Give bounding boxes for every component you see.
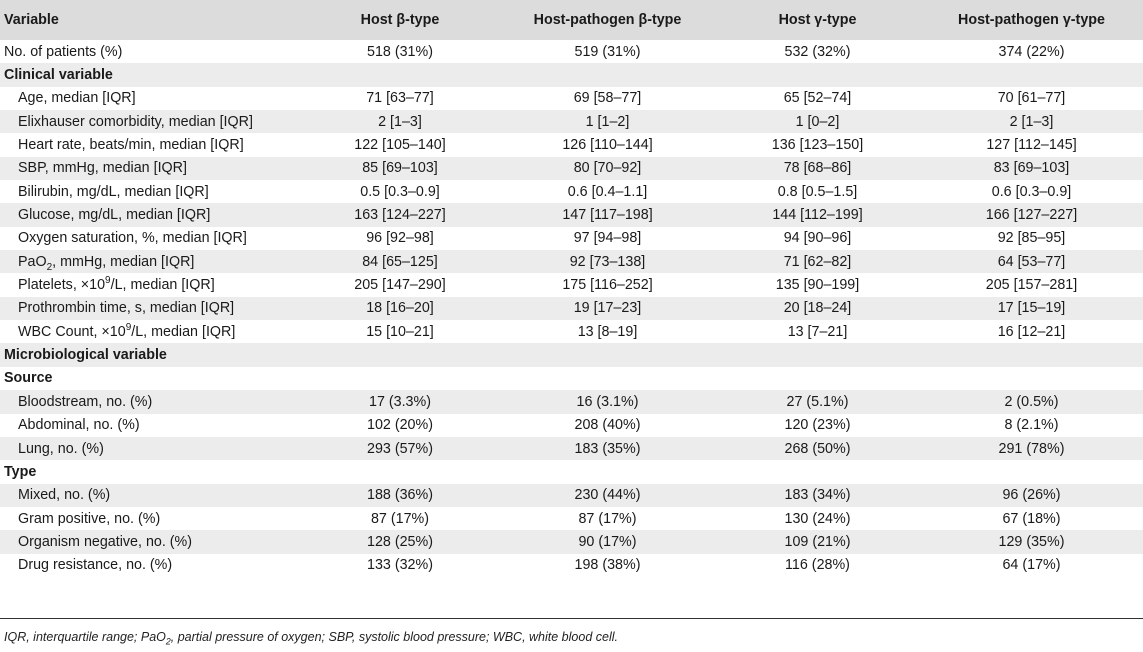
row-label: SBP, mmHg, median [IQR] [18, 160, 187, 177]
cell: 188 (36%) [367, 487, 433, 504]
cell: 69 [58–77] [573, 90, 642, 107]
cell: 198 (38%) [574, 557, 641, 574]
table-footnote: IQR, interquartile range; PaO$_2$, partial pressure of oxygen; SBP, systolic blood pressure; WBC, white blood cell. [4, 630, 618, 647]
section-label: Type [4, 463, 37, 480]
table-row [0, 227, 1143, 250]
cell: 519 (31%) [574, 43, 641, 60]
cell: 67 (18%) [1002, 510, 1061, 527]
cell: 92 [85–95] [997, 230, 1066, 247]
cell: 97 [94–98] [573, 230, 642, 247]
row-label: Lung, no. (%) [18, 440, 104, 457]
table-row [0, 133, 1143, 156]
cell: 13 [8–19] [577, 323, 638, 340]
table-row [0, 507, 1143, 530]
cell: 2 [1–3] [378, 113, 422, 130]
cell: 230 (44%) [574, 487, 641, 504]
cell: 65 [52–74] [783, 90, 852, 107]
row-label: WBC Count, $\times 10^9/L$, median [IQR] [18, 322, 236, 340]
header-host-beta: Host β-type [360, 12, 440, 28]
cell: 127 [112–145] [986, 137, 1077, 154]
cell: 78 [68–86] [783, 160, 852, 177]
row-label: No. of patients (%) [4, 43, 123, 60]
cell: 70 [61–77] [997, 90, 1066, 107]
row-label: Oxygen saturation, %, median [IQR] [18, 230, 247, 247]
section-row [0, 367, 1143, 390]
row-label: PaO$_2$, mmHg, median [IQR] [18, 253, 195, 273]
cell: 129 (35%) [998, 533, 1065, 550]
table-row [0, 414, 1143, 437]
table-row [0, 320, 1143, 343]
cell: 84 [65–125] [362, 253, 438, 270]
cell: 205 [147–290] [354, 277, 446, 294]
cell: 135 [90–199] [775, 277, 860, 294]
table-row [0, 110, 1143, 133]
cell: 92 [73–138] [569, 253, 646, 270]
cell: 126 [110–144] [562, 137, 653, 154]
cell: 64 (17%) [1002, 557, 1061, 574]
cell: 133 (32%) [367, 557, 433, 574]
cell: 96 [92–98] [366, 230, 434, 247]
cell: 532 (32%) [784, 43, 851, 60]
row-label: Age, median [IQR] [18, 90, 136, 107]
table-row [0, 157, 1143, 180]
cell: 2 (0.5%) [1004, 393, 1059, 410]
cell: 144 [112–199] [772, 207, 863, 224]
cell: 90 (17%) [578, 533, 637, 550]
cell: 87 (17%) [370, 510, 429, 527]
cell: 80 [70–92] [573, 160, 642, 177]
cell: 518 (31%) [367, 43, 433, 60]
section-row [0, 63, 1143, 86]
cell: 85 [69–103] [362, 160, 438, 177]
cell: 19 [17–23] [573, 300, 642, 317]
row-label: Bloodstream, no. (%) [18, 393, 153, 410]
table-row [0, 554, 1143, 577]
row-label: Gram positive, no. (%) [18, 510, 161, 527]
row-label: Organism negative, no. (%) [18, 533, 193, 550]
header-host-gamma: Host γ-type [778, 12, 857, 28]
cell: 18 [16–20] [366, 300, 434, 317]
cell: 120 (23%) [784, 417, 851, 434]
cell: 116 (28%) [785, 557, 850, 574]
cell: 0.6 [0.3–0.9] [991, 183, 1072, 200]
row-label: Elixhauser comorbidity, median [IQR] [18, 113, 253, 130]
row-label: Glucose, mg/dL, median [IQR] [18, 207, 211, 224]
cell: 147 [117–198] [562, 207, 653, 224]
cell: 27 (5.1%) [786, 393, 849, 410]
cell: 102 (20%) [367, 417, 433, 434]
cell: 17 [15–19] [997, 300, 1066, 317]
table-row [0, 273, 1143, 296]
row-label: Platelets, $\times 10^9/L$, median [IQR] [18, 275, 215, 294]
table-row [0, 250, 1143, 273]
section-row [0, 460, 1143, 483]
table-row [0, 87, 1143, 110]
cell: 8 (2.1%) [1004, 417, 1059, 434]
section-row [0, 343, 1143, 366]
cell: 293 (57%) [367, 440, 433, 457]
table-header-row [0, 0, 1143, 40]
header-host-pathogen-beta: Host-pathogen β-type [533, 12, 682, 28]
row-label: Heart rate, beats/min, median [IQR] [18, 137, 244, 154]
row-label: Abdominal, no. (%) [18, 417, 140, 434]
cell: 166 [127–227] [985, 207, 1078, 224]
cell: 1 [1–2] [585, 113, 630, 130]
cell: 20 [18–24] [783, 300, 852, 317]
cell: 130 (24%) [784, 510, 851, 527]
table-bottom-rule [0, 618, 1143, 619]
cell: 268 (50%) [784, 440, 851, 457]
cell: 16 (3.1%) [576, 393, 639, 410]
cell: 1 [0–2] [795, 113, 840, 130]
row-label: Drug resistance, no. (%) [18, 557, 173, 574]
table-row [0, 297, 1143, 320]
table-row [0, 203, 1143, 226]
cell: 136 [123–150] [771, 137, 864, 154]
section-label: Clinical variable [4, 67, 113, 84]
table-row [0, 530, 1143, 553]
cell: 71 [63–77] [366, 90, 434, 107]
row-label: Mixed, no. (%) [18, 487, 111, 504]
header-variable: Variable [4, 12, 59, 28]
cell: 2 [1–3] [1009, 113, 1054, 130]
row-label: Prothrombin time, s, median [IQR] [18, 300, 235, 317]
cell: 122 [105–140] [354, 137, 446, 154]
cell: 175 [116–252] [562, 277, 653, 294]
cell: 205 [157–281] [985, 277, 1078, 294]
section-label: Source [4, 370, 53, 387]
cell: 15 [10–21] [366, 323, 434, 340]
table-row [0, 390, 1143, 413]
header-host-pathogen-gamma: Host-pathogen γ-type [958, 12, 1105, 28]
cell: 94 [90–96] [783, 230, 852, 247]
cell: 13 [7–21] [787, 323, 848, 340]
cell: 83 [69–103] [993, 160, 1070, 177]
table-row [0, 437, 1143, 460]
cell: 0.8 [0.5–1.5] [777, 183, 858, 200]
cell: 64 [53–77] [997, 253, 1066, 270]
cell: 163 [124–227] [354, 207, 446, 224]
cell: 87 (17%) [578, 510, 637, 527]
cell: 291 (78%) [998, 440, 1065, 457]
table-row [0, 180, 1143, 203]
cell: 71 [62–82] [783, 253, 852, 270]
cell: 183 (34%) [784, 487, 851, 504]
cell: 109 (21%) [784, 533, 851, 550]
table-row [0, 40, 1143, 63]
row-label: Bilirubin, mg/dL, median [IQR] [18, 183, 209, 200]
cell: 0.5 [0.3–0.9] [360, 183, 440, 200]
cell: 208 (40%) [574, 417, 641, 434]
cell: 183 (35%) [574, 440, 641, 457]
cell: 96 (26%) [1002, 487, 1061, 504]
cell: 17 (3.3%) [369, 393, 431, 410]
cell: 0.6 [0.4–1.1] [567, 183, 648, 200]
section-label: Microbiological variable [4, 347, 167, 364]
cell: 374 (22%) [998, 43, 1065, 60]
table-row [0, 484, 1143, 507]
cell: 16 [12–21] [997, 323, 1066, 340]
cell: 128 (25%) [367, 533, 433, 550]
